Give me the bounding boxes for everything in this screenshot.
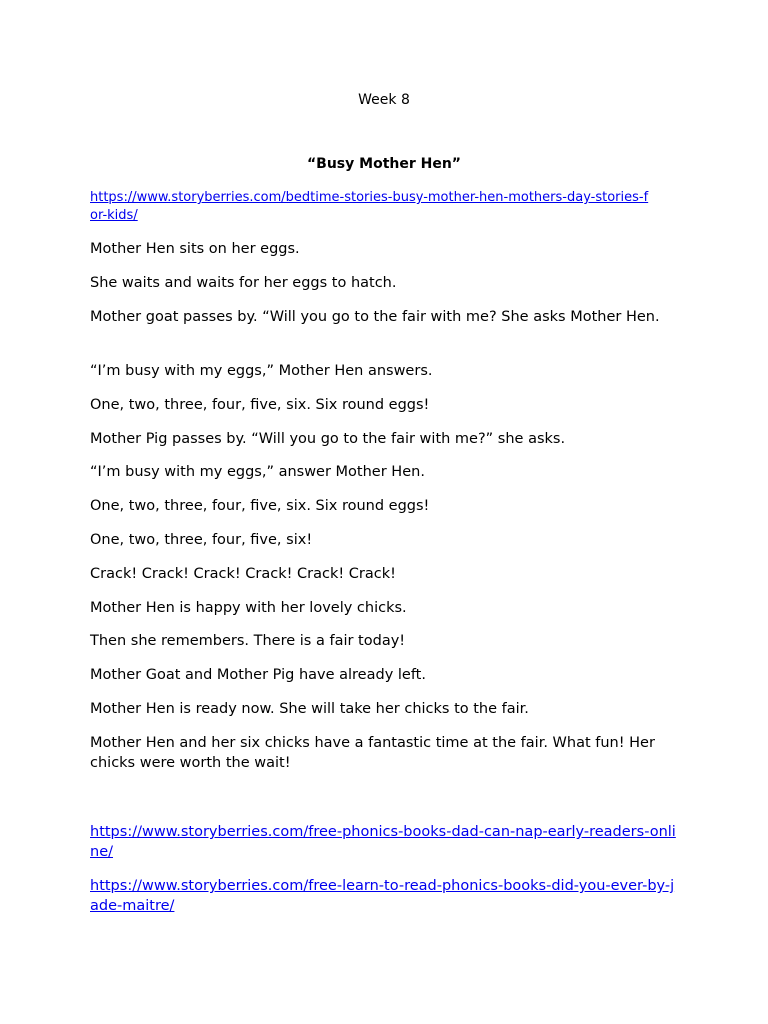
story-paragraph: Then she remembers. There is a fair today! [90, 633, 406, 649]
story-paragraph: Mother Pig passes by. “Will you go to the fair with me?” she asks. [90, 431, 566, 447]
story-paragraph: One, two, three, four, five, six. Six round eggs! [90, 397, 430, 413]
story-paragraph: One, two, three, four, five, six. Six round eggs! [90, 498, 430, 514]
story-paragraph: Mother Hen is happy with her lovely chicks. [90, 600, 407, 616]
story-title: “Busy Mother Hen” [306, 156, 462, 172]
week-heading: Week 8 [358, 92, 410, 108]
story-paragraph: Mother Goat and Mother Pig have already left. [90, 667, 426, 683]
story-paragraph: Mother Hen and her six chicks have a fantastic time at the fair. What fun! Her chicks were worth the wait! [90, 735, 655, 771]
story-paragraph: One, two, three, four, five, six! [90, 532, 313, 548]
phonics-book-link-dad-can-nap[interactable]: https://www.storyberries.com/free-phonics-books-dad-can-nap-early-readers-online/ [90, 824, 676, 860]
story-paragraph: She waits and waits for her eggs to hatch. [90, 275, 397, 291]
story-paragraph: Mother goat passes by. “Will you go to the fair with me? She asks Mother Hen. [90, 309, 660, 325]
story-paragraph: “I’m busy with my eggs,” Mother Hen answers. [90, 363, 433, 379]
story-paragraph: Mother Hen is ready now. She will take her chicks to the fair. [90, 701, 529, 717]
story-paragraph: Crack! Crack! Crack! Crack! Crack! Crack! [90, 566, 396, 582]
story-paragraph: “I’m busy with my eggs,” answer Mother Hen. [90, 464, 425, 480]
story-source-link[interactable]: https://www.storyberries.com/bedtime-stories-busy-mother-hen-mothers-day-stories-for-kids/ [90, 190, 649, 223]
story-paragraph: Mother Hen sits on her eggs. [90, 241, 300, 257]
phonics-book-link-did-you-ever[interactable]: https://www.storyberries.com/free-learn-to-read-phonics-books-did-you-ever-by-jade-maitre/ [90, 878, 675, 914]
